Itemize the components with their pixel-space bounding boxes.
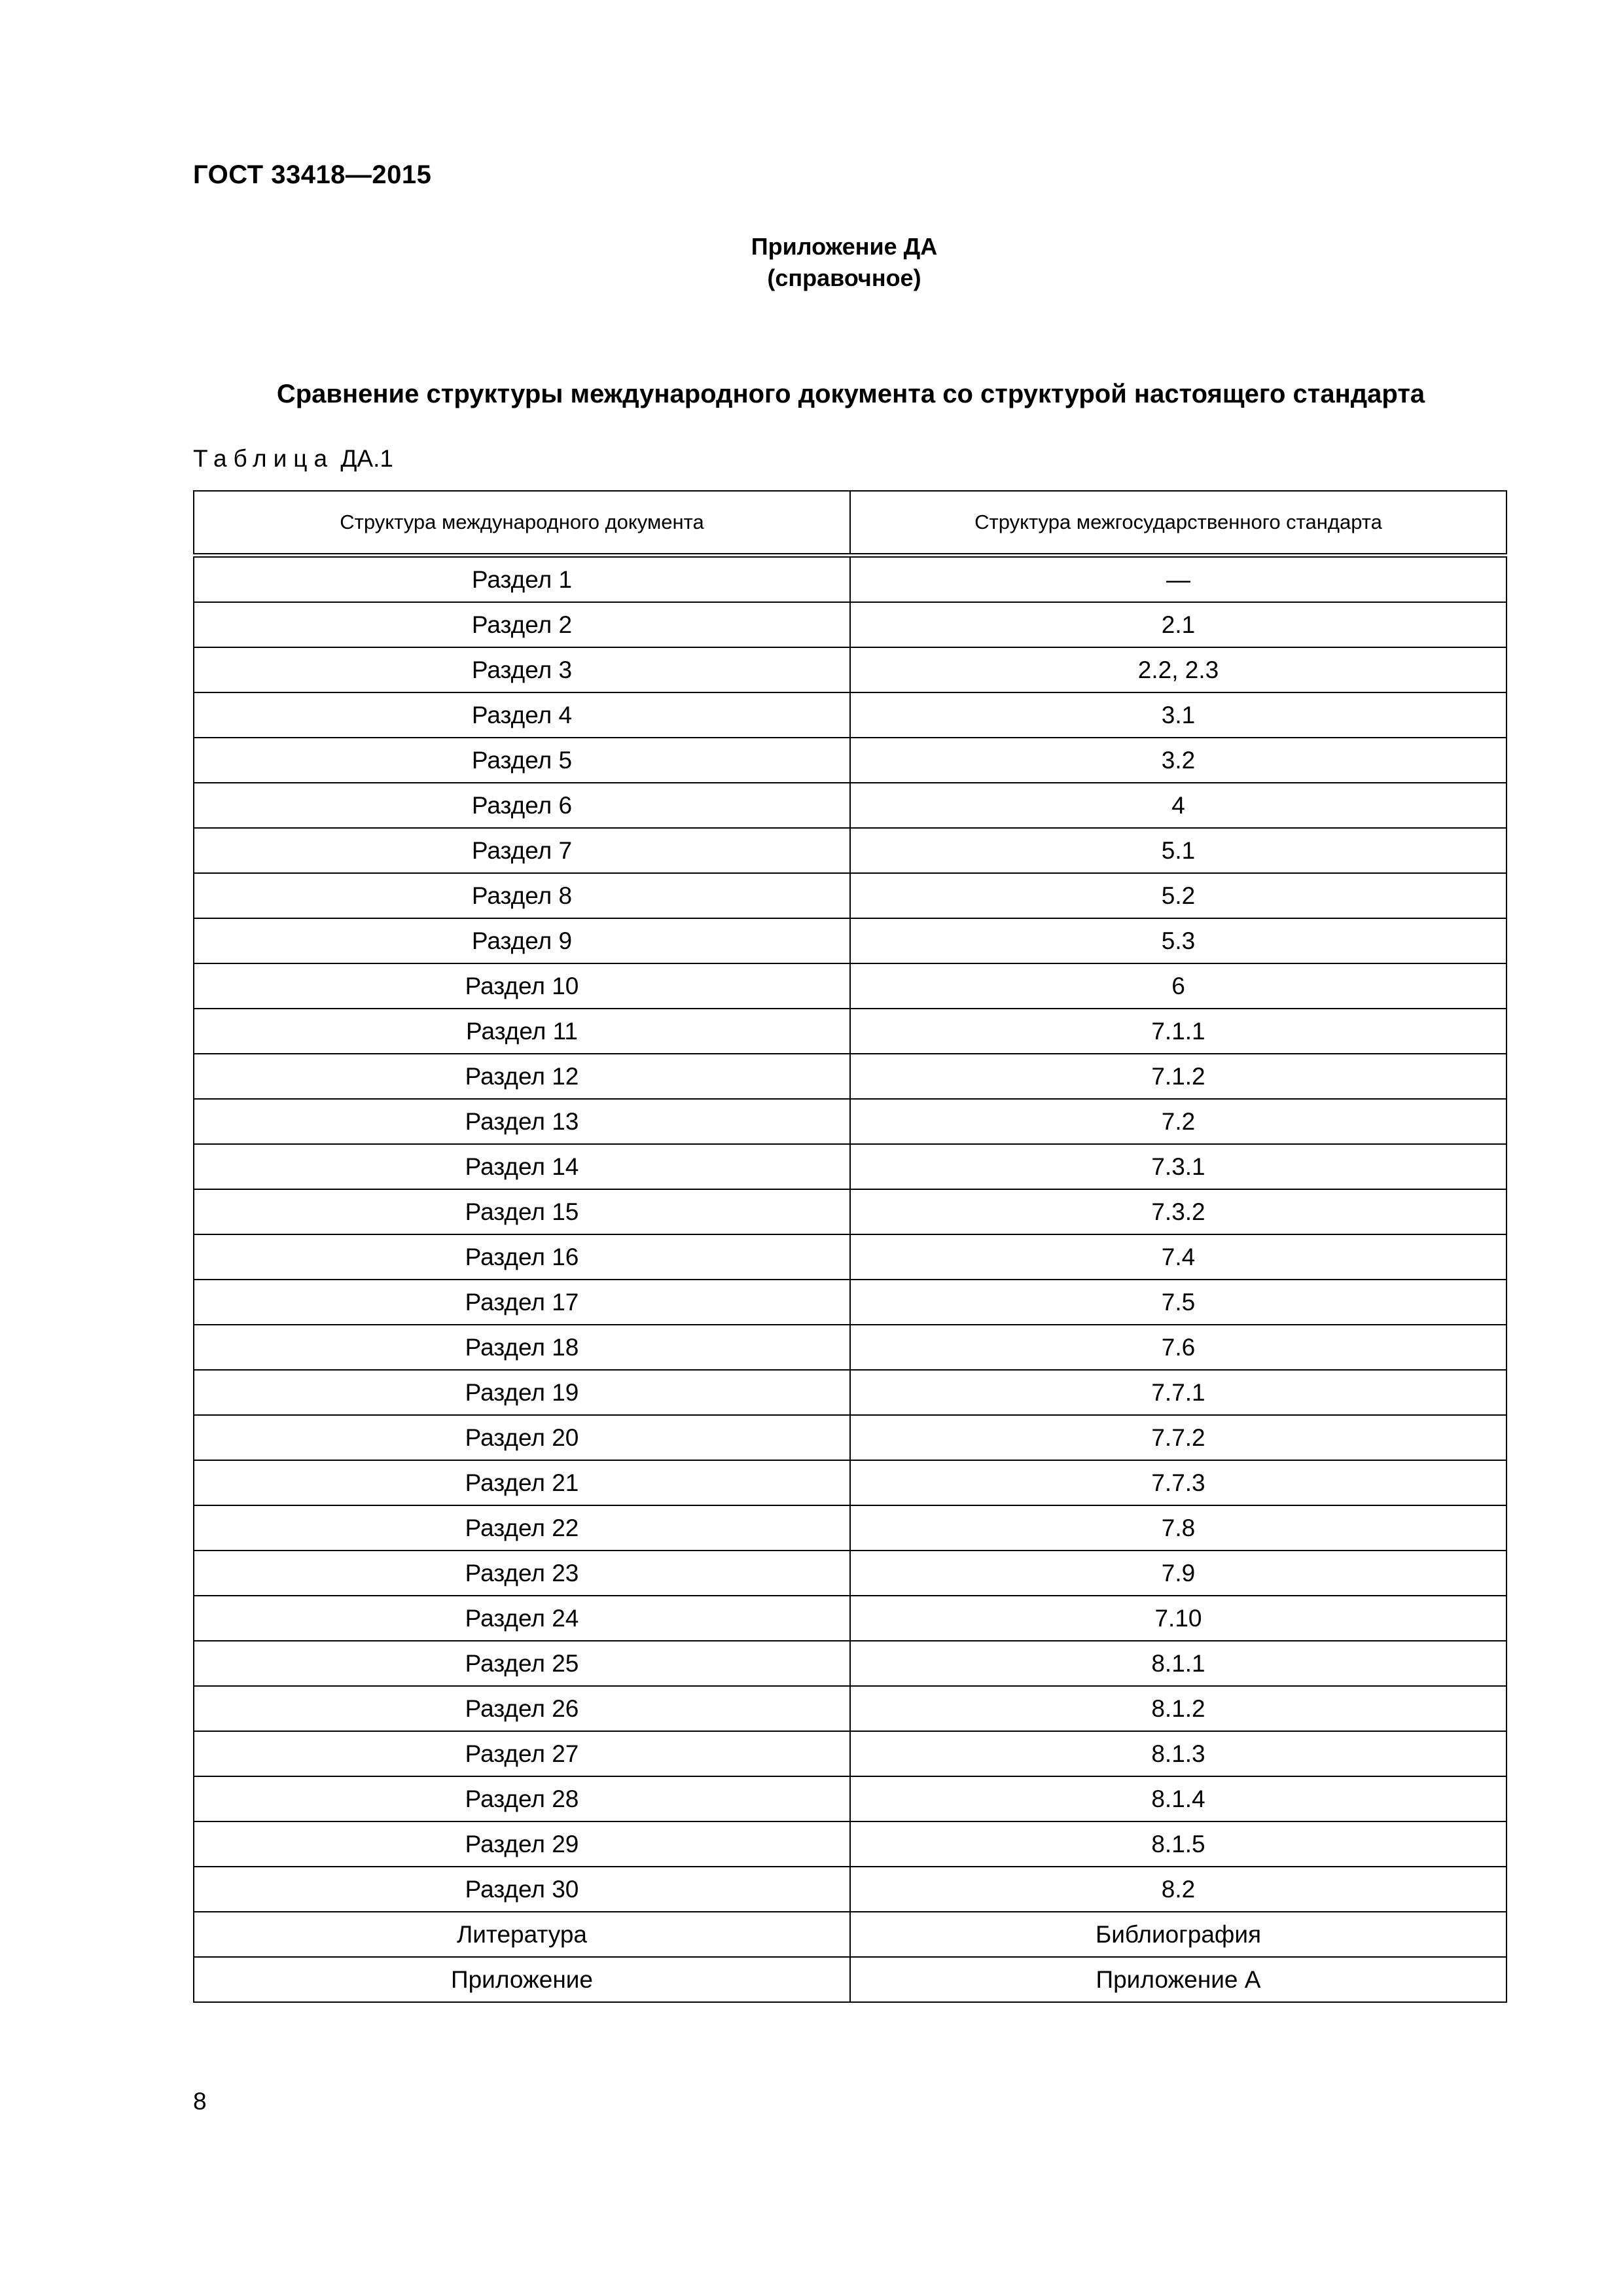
cell-international-section: Раздел 18 bbox=[194, 1325, 850, 1370]
table-row bbox=[194, 1054, 1507, 1099]
table-row bbox=[194, 1596, 1507, 1641]
cell-international-section: Раздел 15 bbox=[194, 1189, 850, 1234]
table-row bbox=[194, 738, 1507, 783]
cell-international-section: Раздел 2 bbox=[194, 602, 850, 647]
cell-international-section: Раздел 10 bbox=[194, 963, 850, 1009]
table-row bbox=[194, 1144, 1507, 1189]
table-caption-number: ДА.1 bbox=[340, 445, 393, 472]
cell-interstate-section: — bbox=[850, 556, 1507, 603]
table-row bbox=[194, 1957, 1507, 2002]
table-row bbox=[194, 1867, 1507, 1912]
cell-interstate-section: 3.1 bbox=[850, 692, 1507, 738]
appendix-title: Приложение ДА bbox=[751, 233, 938, 260]
cell-interstate-section: 8.1.1 bbox=[850, 1641, 1507, 1686]
table-row bbox=[194, 1505, 1507, 1551]
cell-international-section: Раздел 22 bbox=[194, 1505, 850, 1551]
table-row bbox=[194, 873, 1507, 918]
table-caption-word: Таблица bbox=[193, 445, 334, 472]
cell-international-section: Раздел 24 bbox=[194, 1596, 850, 1641]
cell-international-section: Раздел 8 bbox=[194, 873, 850, 918]
table-row bbox=[194, 1280, 1507, 1325]
table-row bbox=[194, 1370, 1507, 1415]
cell-international-section: Раздел 3 bbox=[194, 647, 850, 692]
cell-interstate-section: 2.2, 2.3 bbox=[850, 647, 1507, 692]
table-row bbox=[194, 963, 1507, 1009]
table-row bbox=[194, 918, 1507, 963]
cell-international-section: Раздел 29 bbox=[194, 1821, 850, 1867]
cell-interstate-section: 8.2 bbox=[850, 1867, 1507, 1912]
cell-international-section: Раздел 6 bbox=[194, 783, 850, 828]
cell-interstate-section: 8.1.4 bbox=[850, 1776, 1507, 1821]
cell-international-section: Раздел 21 bbox=[194, 1460, 850, 1505]
table-row bbox=[194, 1641, 1507, 1686]
table-row bbox=[194, 1821, 1507, 1867]
cell-interstate-section: 8.1.2 bbox=[850, 1686, 1507, 1731]
cell-international-section: Раздел 1 bbox=[194, 556, 850, 603]
table-row bbox=[194, 1099, 1507, 1144]
cell-interstate-section: 7.1.2 bbox=[850, 1054, 1507, 1099]
cell-interstate-section: 7.4 bbox=[850, 1234, 1507, 1280]
cell-international-section: Раздел 16 bbox=[194, 1234, 850, 1280]
cell-international-section: Приложение bbox=[194, 1957, 850, 2002]
table-row bbox=[194, 556, 1507, 603]
table-row bbox=[194, 1234, 1507, 1280]
cell-international-section: Раздел 26 bbox=[194, 1686, 850, 1731]
cell-international-section: Раздел 12 bbox=[194, 1054, 850, 1099]
section-heading: Сравнение структуры международного документа со структурой настоящего стандарта bbox=[276, 380, 1425, 408]
cell-international-section: Раздел 19 bbox=[194, 1370, 850, 1415]
table-row bbox=[194, 1731, 1507, 1776]
cell-international-section: Раздел 7 bbox=[194, 828, 850, 873]
cell-interstate-section: 7.7.1 bbox=[850, 1370, 1507, 1415]
cell-interstate-section: 7.1.1 bbox=[850, 1009, 1507, 1054]
table-body bbox=[194, 556, 1507, 2003]
table-row bbox=[194, 1686, 1507, 1731]
cell-interstate-section: 7.8 bbox=[850, 1505, 1507, 1551]
cell-interstate-section: 4 bbox=[850, 783, 1507, 828]
cell-interstate-section: 6 bbox=[850, 963, 1507, 1009]
cell-interstate-section: Приложение А bbox=[850, 1957, 1507, 2002]
cell-interstate-section: 3.2 bbox=[850, 738, 1507, 783]
cell-international-section: Раздел 4 bbox=[194, 692, 850, 738]
cell-interstate-section: 8.1.3 bbox=[850, 1731, 1507, 1776]
table-caption bbox=[193, 445, 393, 473]
cell-interstate-section: 7.2 bbox=[850, 1099, 1507, 1144]
cell-interstate-section: 8.1.5 bbox=[850, 1821, 1507, 1867]
comparison-table bbox=[193, 490, 1507, 2003]
cell-international-section: Раздел 9 bbox=[194, 918, 850, 963]
appendix-kind: (справочное) bbox=[767, 264, 921, 291]
cell-international-section: Раздел 14 bbox=[194, 1144, 850, 1189]
page-number: 8 bbox=[193, 2088, 207, 2115]
cell-interstate-section: 7.7.2 bbox=[850, 1415, 1507, 1460]
cell-interstate-section: 5.2 bbox=[850, 873, 1507, 918]
cell-interstate-section: 7.10 bbox=[850, 1596, 1507, 1641]
cell-international-section: Литература bbox=[194, 1912, 850, 1957]
cell-international-section: Раздел 27 bbox=[194, 1731, 850, 1776]
cell-interstate-section: Библиография bbox=[850, 1912, 1507, 1957]
cell-interstate-section: 7.5 bbox=[850, 1280, 1507, 1325]
cell-interstate-section: 7.9 bbox=[850, 1551, 1507, 1596]
cell-interstate-section: 7.6 bbox=[850, 1325, 1507, 1370]
cell-interstate-section: 2.1 bbox=[850, 602, 1507, 647]
table-row bbox=[194, 1009, 1507, 1054]
table-row bbox=[194, 647, 1507, 692]
table-row bbox=[194, 602, 1507, 647]
table-row bbox=[194, 692, 1507, 738]
cell-international-section: Раздел 17 bbox=[194, 1280, 850, 1325]
table-row bbox=[194, 1460, 1507, 1505]
column-header-international: Структура международного документа bbox=[194, 491, 850, 556]
cell-interstate-section: 7.3.2 bbox=[850, 1189, 1507, 1234]
table-row bbox=[194, 1325, 1507, 1370]
cell-interstate-section: 5.1 bbox=[850, 828, 1507, 873]
cell-international-section: Раздел 30 bbox=[194, 1867, 850, 1912]
table-row bbox=[194, 1776, 1507, 1821]
table-row bbox=[194, 1912, 1507, 1957]
table-header-row bbox=[194, 491, 1507, 556]
cell-interstate-section: 7.3.1 bbox=[850, 1144, 1507, 1189]
cell-international-section: Раздел 11 bbox=[194, 1009, 850, 1054]
table-row bbox=[194, 828, 1507, 873]
table-row bbox=[194, 1415, 1507, 1460]
cell-international-section: Раздел 13 bbox=[194, 1099, 850, 1144]
cell-international-section: Раздел 28 bbox=[194, 1776, 850, 1821]
cell-international-section: Раздел 25 bbox=[194, 1641, 850, 1686]
cell-interstate-section: 5.3 bbox=[850, 918, 1507, 963]
table-row bbox=[194, 1189, 1507, 1234]
cell-interstate-section: 7.7.3 bbox=[850, 1460, 1507, 1505]
column-header-interstate: Структура межгосударственного стандарта bbox=[850, 491, 1507, 556]
table-row bbox=[194, 783, 1507, 828]
cell-international-section: Раздел 20 bbox=[194, 1415, 850, 1460]
document-code: ГОСТ 33418—2015 bbox=[193, 160, 432, 189]
cell-international-section: Раздел 23 bbox=[194, 1551, 850, 1596]
cell-international-section: Раздел 5 bbox=[194, 738, 850, 783]
table-row bbox=[194, 1551, 1507, 1596]
